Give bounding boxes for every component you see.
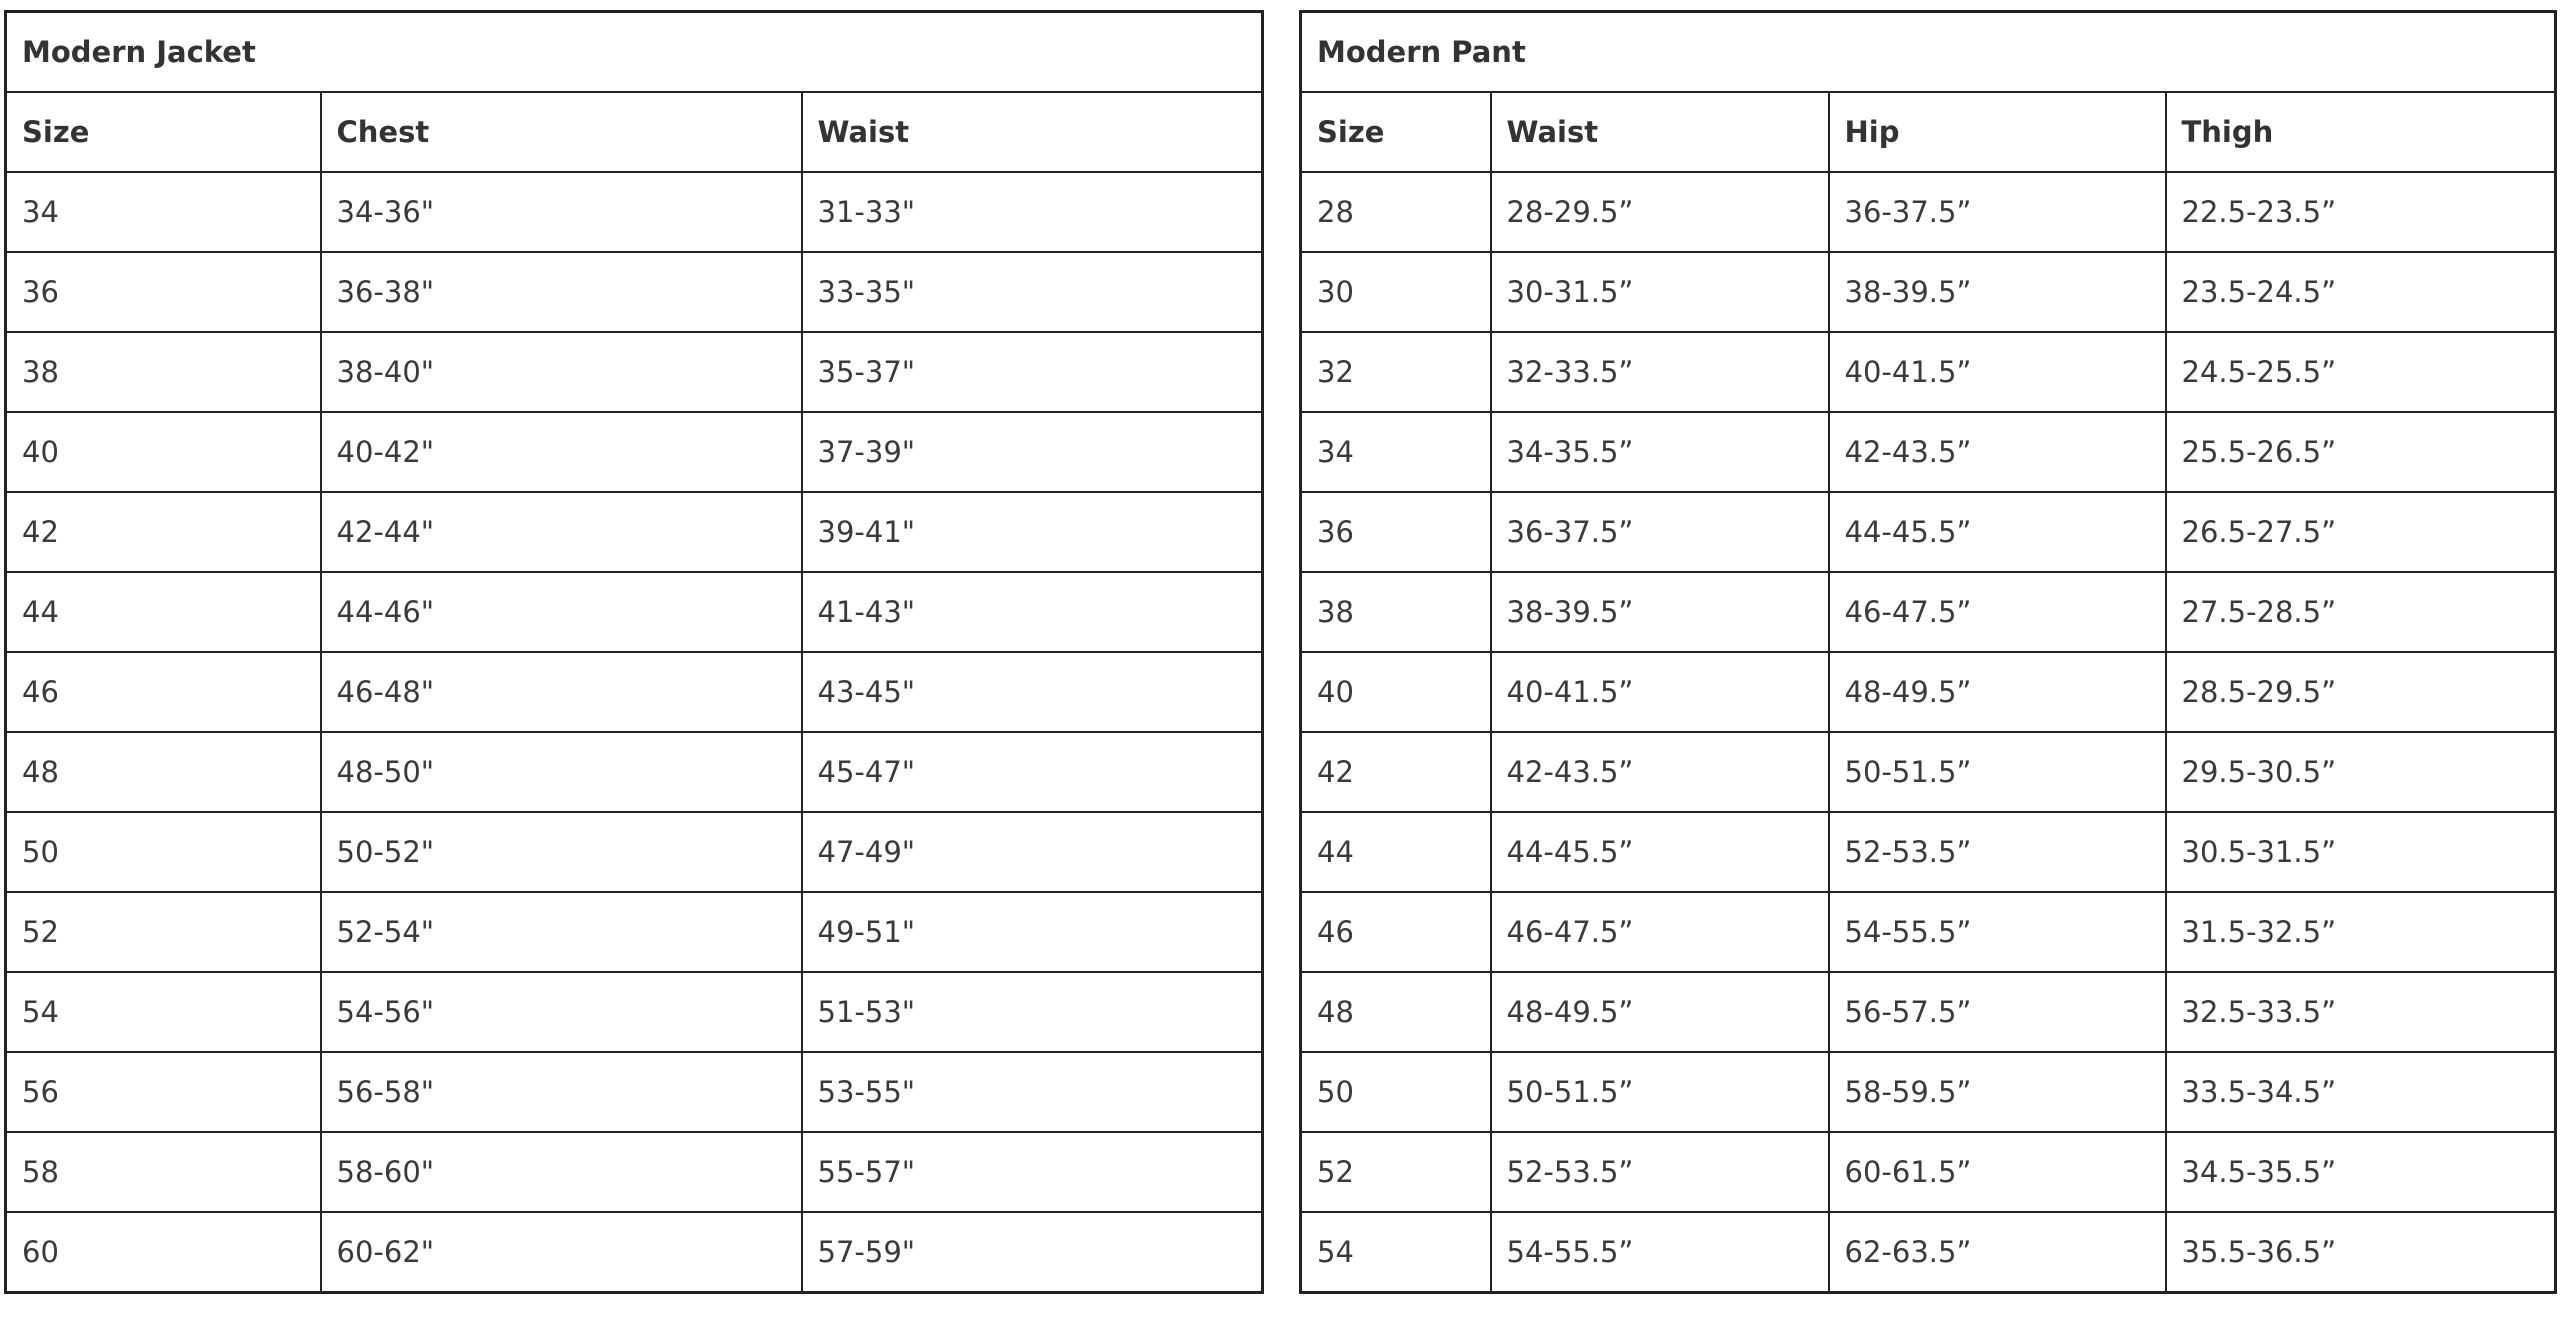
pant-table-cell: 50 bbox=[1301, 1052, 1491, 1132]
pant-table-cell: 50-51.5” bbox=[1491, 1052, 1829, 1132]
jacket-table-cell: 34-36" bbox=[321, 172, 802, 252]
pant-table-cell: 42 bbox=[1301, 732, 1491, 812]
pant-table-cell: 31.5-32.5” bbox=[2166, 892, 2556, 972]
jacket-table-cell: 36-38" bbox=[321, 252, 802, 332]
pant-table-cell: 40-41.5” bbox=[1829, 332, 2166, 412]
jacket-table-cell: 42-44" bbox=[321, 492, 802, 572]
pant-table-cell: 32.5-33.5” bbox=[2166, 972, 2556, 1052]
pant-table-cell: 36 bbox=[1301, 492, 1491, 572]
jacket-header-size: Size bbox=[6, 92, 321, 172]
pant-table-cell: 42-43.5” bbox=[1491, 732, 1829, 812]
pant-header-row bbox=[1301, 92, 2556, 172]
jacket-table-cell: 46 bbox=[6, 652, 321, 732]
pant-table-cell: 44 bbox=[1301, 812, 1491, 892]
jacket-table-cell: 43-45" bbox=[802, 652, 1263, 732]
pant-table-cell: 44-45.5” bbox=[1829, 492, 2166, 572]
jacket-table-cell: 31-33" bbox=[802, 172, 1263, 252]
jacket-table-cell: 52-54" bbox=[321, 892, 802, 972]
pant-table-cell: 42-43.5” bbox=[1829, 412, 2166, 492]
jacket-table-cell: 56 bbox=[6, 1052, 321, 1132]
jacket-table-cell: 49-51" bbox=[802, 892, 1263, 972]
jacket-table-cell: 33-35" bbox=[802, 252, 1263, 332]
jacket-table-row bbox=[6, 572, 1263, 652]
pant-table-cell: 24.5-25.5” bbox=[2166, 332, 2556, 412]
pant-table-cell: 25.5-26.5” bbox=[2166, 412, 2556, 492]
pant-table-cell: 46 bbox=[1301, 892, 1491, 972]
pant-table-row bbox=[1301, 252, 2556, 332]
jacket-table-cell: 51-53" bbox=[802, 972, 1263, 1052]
pant-table-cell: 32-33.5” bbox=[1491, 332, 1829, 412]
pant-table-cell: 62-63.5” bbox=[1829, 1212, 2166, 1293]
pant-table-cell: 44-45.5” bbox=[1491, 812, 1829, 892]
pant-table-title: Modern Pant bbox=[1301, 12, 2556, 93]
jacket-table-cell: 52 bbox=[6, 892, 321, 972]
jacket-table-cell: 48-50" bbox=[321, 732, 802, 812]
pant-table-cell: 48-49.5” bbox=[1491, 972, 1829, 1052]
jacket-table-cell: 58-60" bbox=[321, 1132, 802, 1212]
pant-table-row bbox=[1301, 1052, 2556, 1132]
pant-table-cell: 28-29.5” bbox=[1491, 172, 1829, 252]
pant-header-size: Size bbox=[1301, 92, 1491, 172]
pant-table-row bbox=[1301, 172, 2556, 252]
pant-table-row bbox=[1301, 332, 2556, 412]
pant-table-cell: 36-37.5” bbox=[1491, 492, 1829, 572]
jacket-table-cell: 41-43" bbox=[802, 572, 1263, 652]
jacket-table-cell: 44-46" bbox=[321, 572, 802, 652]
pant-table-cell: 36-37.5” bbox=[1829, 172, 2166, 252]
pant-table-cell: 54-55.5” bbox=[1491, 1212, 1829, 1293]
pant-table-cell: 56-57.5” bbox=[1829, 972, 2166, 1052]
jacket-table-cell: 50-52" bbox=[321, 812, 802, 892]
pant-table-cell: 54-55.5” bbox=[1829, 892, 2166, 972]
jacket-table-row bbox=[6, 812, 1263, 892]
jacket-table-row bbox=[6, 892, 1263, 972]
pant-table-cell: 32 bbox=[1301, 332, 1491, 412]
jacket-table-cell: 40 bbox=[6, 412, 321, 492]
jacket-table-row bbox=[6, 652, 1263, 732]
pant-table-row bbox=[1301, 572, 2556, 652]
jacket-table-cell: 50 bbox=[6, 812, 321, 892]
jacket-table-row bbox=[6, 172, 1263, 252]
pant-table-cell: 48-49.5” bbox=[1829, 652, 2166, 732]
pant-table-cell: 34.5-35.5” bbox=[2166, 1132, 2556, 1212]
pant-table-cell: 23.5-24.5” bbox=[2166, 252, 2556, 332]
jacket-table-row bbox=[6, 412, 1263, 492]
jacket-table-row bbox=[6, 972, 1263, 1052]
jacket-table-cell: 60 bbox=[6, 1212, 321, 1293]
pant-table-cell: 46-47.5” bbox=[1491, 892, 1829, 972]
pant-table-cell: 33.5-34.5” bbox=[2166, 1052, 2556, 1132]
pant-header-thigh: Thigh bbox=[2166, 92, 2556, 172]
jacket-table-row bbox=[6, 732, 1263, 812]
jacket-table-cell: 34 bbox=[6, 172, 321, 252]
jacket-table-row bbox=[6, 1132, 1263, 1212]
jacket-table-body bbox=[6, 172, 1263, 1293]
pant-table-cell: 30-31.5” bbox=[1491, 252, 1829, 332]
pant-table-row bbox=[1301, 972, 2556, 1052]
pant-table-cell: 30.5-31.5” bbox=[2166, 812, 2556, 892]
jacket-table-cell: 42 bbox=[6, 492, 321, 572]
pant-table-row bbox=[1301, 492, 2556, 572]
pant-table-row bbox=[1301, 652, 2556, 732]
pant-table-cell: 38-39.5” bbox=[1829, 252, 2166, 332]
pant-table-body bbox=[1301, 172, 2556, 1293]
pant-table-cell: 29.5-30.5” bbox=[2166, 732, 2556, 812]
jacket-table-cell: 45-47" bbox=[802, 732, 1263, 812]
pant-table-cell: 28 bbox=[1301, 172, 1491, 252]
jacket-table-cell: 40-42" bbox=[321, 412, 802, 492]
pant-table-cell: 52-53.5” bbox=[1829, 812, 2166, 892]
pant-table-cell: 40-41.5” bbox=[1491, 652, 1829, 732]
jacket-table-cell: 44 bbox=[6, 572, 321, 652]
jacket-header-chest: Chest bbox=[321, 92, 802, 172]
pant-table-cell: 50-51.5” bbox=[1829, 732, 2166, 812]
jacket-table-cell: 39-41" bbox=[802, 492, 1263, 572]
jacket-table-cell: 47-49" bbox=[802, 812, 1263, 892]
jacket-table-title: Modern Jacket bbox=[6, 12, 1263, 93]
jacket-table-cell: 48 bbox=[6, 732, 321, 812]
pant-table-row bbox=[1301, 1212, 2556, 1293]
jacket-table-cell: 46-48" bbox=[321, 652, 802, 732]
pant-title-row bbox=[1301, 12, 2556, 93]
jacket-table-row bbox=[6, 252, 1263, 332]
pant-table-row bbox=[1301, 892, 2556, 972]
jacket-table-cell: 57-59" bbox=[802, 1212, 1263, 1293]
jacket-table-cell: 58 bbox=[6, 1132, 321, 1212]
jacket-title-row bbox=[6, 12, 1263, 93]
pant-table-cell: 58-59.5” bbox=[1829, 1052, 2166, 1132]
jacket-table-cell: 53-55" bbox=[802, 1052, 1263, 1132]
jacket-table-cell: 38 bbox=[6, 332, 321, 412]
pant-header-hip: Hip bbox=[1829, 92, 2166, 172]
jacket-table-row bbox=[6, 1052, 1263, 1132]
pant-table-row bbox=[1301, 812, 2556, 892]
pant-table-cell: 46-47.5” bbox=[1829, 572, 2166, 652]
pant-table-cell: 35.5-36.5” bbox=[2166, 1212, 2556, 1293]
jacket-table-cell: 60-62" bbox=[321, 1212, 802, 1293]
jacket-table-cell: 38-40" bbox=[321, 332, 802, 412]
modern-jacket-size-table bbox=[4, 10, 1264, 1294]
jacket-table-cell: 54-56" bbox=[321, 972, 802, 1052]
pant-table-row bbox=[1301, 1132, 2556, 1212]
pant-table-cell: 54 bbox=[1301, 1212, 1491, 1293]
pant-table-cell: 30 bbox=[1301, 252, 1491, 332]
pant-table-cell: 27.5-28.5” bbox=[2166, 572, 2556, 652]
pant-table-cell: 52-53.5” bbox=[1491, 1132, 1829, 1212]
jacket-table-row bbox=[6, 1212, 1263, 1293]
pant-table-cell: 48 bbox=[1301, 972, 1491, 1052]
jacket-table-cell: 54 bbox=[6, 972, 321, 1052]
pant-table-cell: 38 bbox=[1301, 572, 1491, 652]
jacket-table-cell: 55-57" bbox=[802, 1132, 1263, 1212]
jacket-header-row bbox=[6, 92, 1263, 172]
jacket-table-cell: 37-39" bbox=[802, 412, 1263, 492]
pant-header-waist: Waist bbox=[1491, 92, 1829, 172]
jacket-table-row bbox=[6, 492, 1263, 572]
pant-table-cell: 38-39.5” bbox=[1491, 572, 1829, 652]
pant-table-row bbox=[1301, 412, 2556, 492]
pant-table-cell: 26.5-27.5” bbox=[2166, 492, 2556, 572]
pant-table-cell: 34 bbox=[1301, 412, 1491, 492]
jacket-header-waist: Waist bbox=[802, 92, 1263, 172]
pant-table-cell: 60-61.5” bbox=[1829, 1132, 2166, 1212]
pant-table-cell: 52 bbox=[1301, 1132, 1491, 1212]
jacket-table-cell: 56-58" bbox=[321, 1052, 802, 1132]
jacket-table-cell: 36 bbox=[6, 252, 321, 332]
pant-table-cell: 40 bbox=[1301, 652, 1491, 732]
jacket-table-cell: 35-37" bbox=[802, 332, 1263, 412]
jacket-table-row bbox=[6, 332, 1263, 412]
pant-table-cell: 28.5-29.5” bbox=[2166, 652, 2556, 732]
modern-pant-size-table bbox=[1299, 10, 2557, 1294]
pant-table-cell: 22.5-23.5” bbox=[2166, 172, 2556, 252]
pant-table-cell: 34-35.5” bbox=[1491, 412, 1829, 492]
pant-table-row bbox=[1301, 732, 2556, 812]
